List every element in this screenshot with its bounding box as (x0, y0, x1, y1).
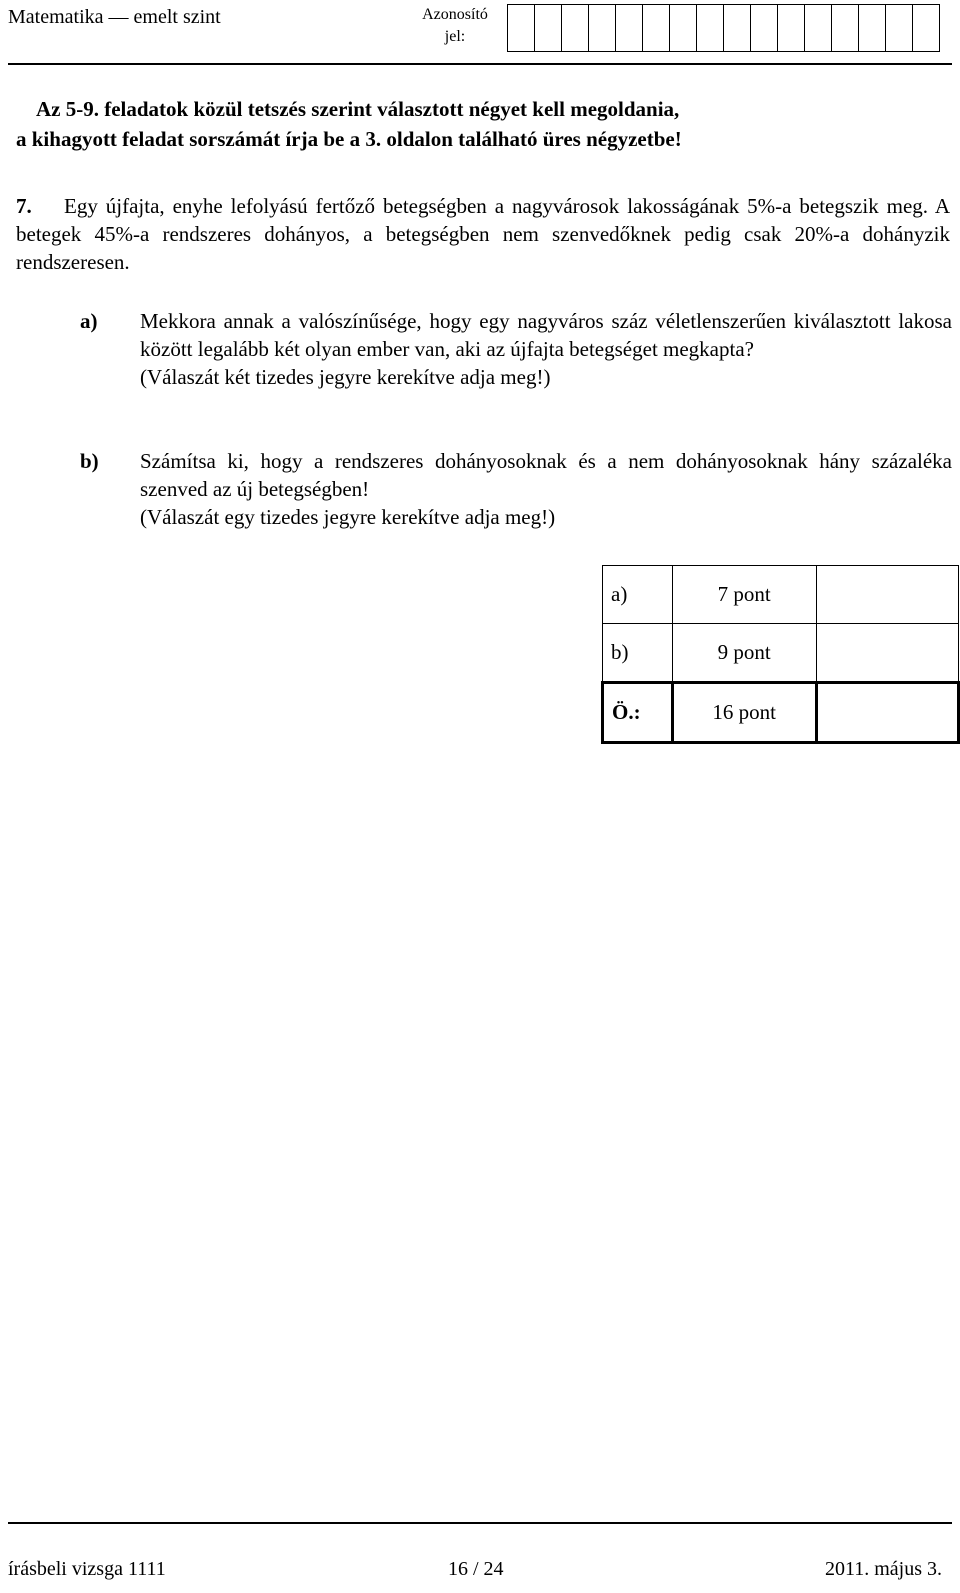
id-box[interactable] (777, 4, 805, 52)
score-points: 16 pont (672, 683, 816, 743)
id-box[interactable] (588, 4, 616, 52)
id-box[interactable] (804, 4, 832, 52)
id-box[interactable] (615, 4, 643, 52)
subquestion-a (80, 307, 952, 391)
footer-date: 2011. május 3. (824, 1558, 942, 1580)
subquestion-text: Mekkora annak a valószínűsége, hogy egy nagyváros száz véletlenszerűen kiválasztott lakosa között legalább két olyan ember van, aki az újfajta betegséget megkapta? (140, 309, 952, 361)
footer-page-number: 16 / 24 (448, 1558, 504, 1580)
subquestion-note: (Válaszát két tizedes jegyre kerekítve adja meg!) (140, 365, 551, 389)
problem-text: Egy újfajta, enyhe lefolyású fertőző betegségben a nagyvárosok lakosságának 5%-a betegszik meg. A betegek 45%-a rendszeres dohányos, a betegségben nem szenvedőknek pedig csak 20%-a dohányzik rendszeresen. (16, 194, 950, 274)
id-box[interactable] (696, 4, 724, 52)
id-label: Azonosító jel: (422, 6, 488, 45)
score-label: a) (603, 566, 673, 624)
header-divider (8, 63, 952, 65)
id-boxes (508, 4, 940, 52)
score-row-a (603, 566, 959, 624)
id-box[interactable] (507, 4, 535, 52)
id-box[interactable] (831, 4, 859, 52)
score-points: 7 pont (672, 566, 816, 624)
id-box[interactable] (912, 4, 940, 52)
id-box[interactable] (723, 4, 751, 52)
score-entry[interactable] (816, 566, 958, 624)
subquestion-letter: a) (80, 309, 98, 333)
id-box[interactable] (534, 4, 562, 52)
subquestion-note: (Válaszát egy tizedes jegyre kerekítve adja meg!) (140, 505, 556, 529)
score-row-total (603, 683, 959, 743)
problem-7 (16, 192, 950, 276)
id-box[interactable] (642, 4, 670, 52)
score-entry[interactable] (816, 683, 958, 743)
id-box[interactable] (669, 4, 697, 52)
subquestion-text: Számítsa ki, hogy a rendszeres dohányosoknak és a nem dohányosoknak hány százaléka szenved az új betegségben! (140, 449, 952, 501)
score-label: Ö.: (603, 683, 673, 743)
header-title: Matematika — emelt szint (8, 6, 221, 28)
id-box[interactable] (750, 4, 778, 52)
instruction-line-1: Az 5-9. feladatok közül tetszés szerint választott négyet kell megoldania, (36, 97, 680, 121)
instruction (16, 94, 946, 154)
id-box[interactable] (858, 4, 886, 52)
score-table (601, 565, 960, 744)
id-box[interactable] (561, 4, 589, 52)
score-points: 9 pont (672, 624, 816, 683)
score-entry[interactable] (816, 624, 958, 683)
footer-divider (8, 1522, 952, 1524)
score-label: b) (603, 624, 673, 683)
subquestion-letter: b) (80, 449, 99, 473)
subquestion-b (80, 447, 952, 531)
instruction-line-2: a kihagyott feladat sorszámát írja be a 3. oldalon található üres négyzetbe! (16, 127, 682, 151)
footer-exam-code: írásbeli vizsga 1111 (8, 1558, 166, 1580)
problem-number: 7. (16, 194, 32, 218)
score-row-b (603, 624, 959, 683)
id-box[interactable] (885, 4, 913, 52)
